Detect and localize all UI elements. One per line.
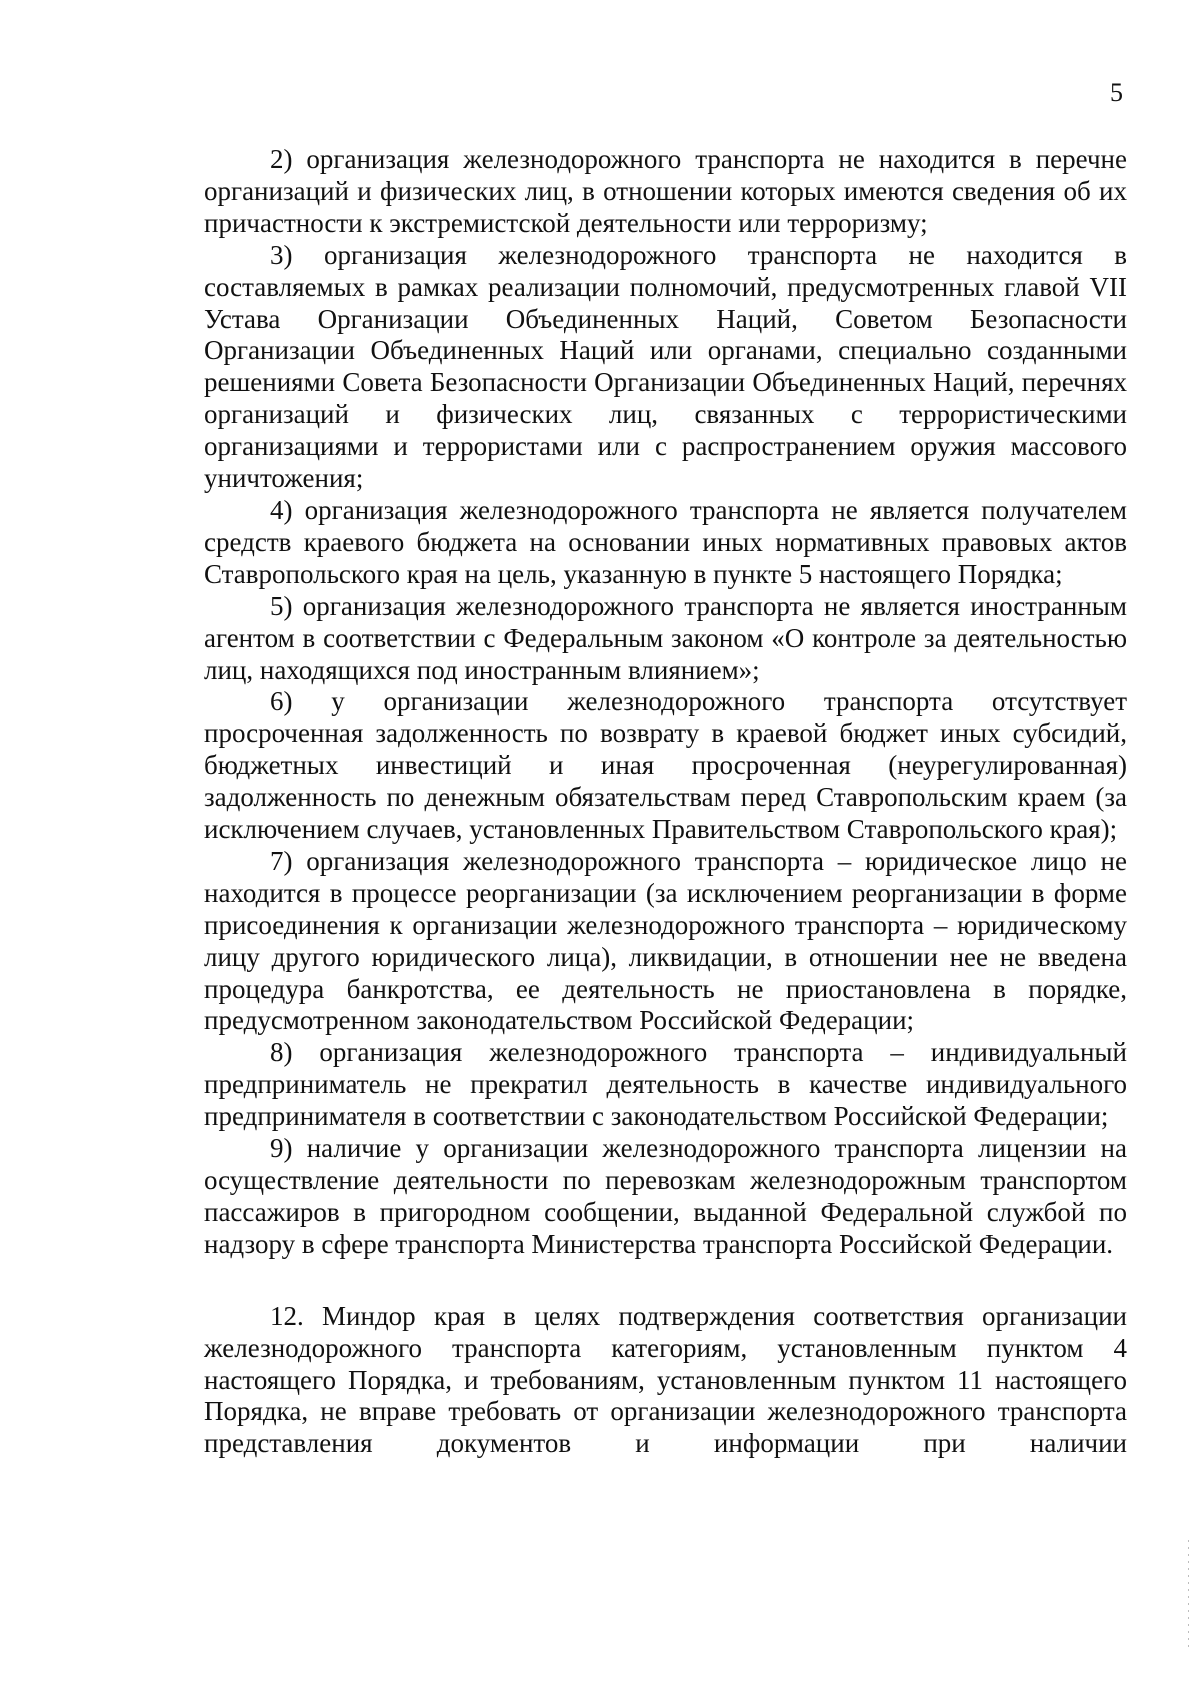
- paragraph-item-9: 9) наличие у организации железнодорожного транспорта лицензии на осуществление деятельности по перевозкам железнодорожным транспортом пассажиров в пригородном сообщении, выданной Федеральной службой по надзору в сфере транспорта Министерства транспорта Российской Федерации.: [204, 1133, 1127, 1259]
- paragraph-section-12: 12. Миндор края в целях подтверждения соответствия организации железнодорожного транспорта категориям, установленным пунктом 4 настоящего Порядка, и требованиям, установленным пунктом 11 настоящего Порядка, не вправе требовать от организации железнодорожного транспорта представления документов и информации при наличии: [204, 1300, 1127, 1459]
- paragraph-item-6: 6) у организации железнодорожного транспорта отсутствует просроченная задолженность по возврату в краевой бюджет иных субсидий, бюджетных инвестиций и иная просроченная (неурегулированная) задолженность по денежным обязательствам перед Ставропольским краем (за исключением случаев, установленных Правительством Ставропольского края);: [204, 686, 1127, 845]
- scan-edge-mark: [1188, 1540, 1189, 1650]
- paragraph-item-7: 7) организация железнодорожного транспорта – юридическое лицо не находится в процессе реорганизации (за исключением реорганизации в форме присоединения к организации железнодорожного транспорта – юридическому лицу другого юридического лица), ликвидации, в отношении нее не введена процедура банкротства, ее деятельность не приостановлена в порядке, предусмотренном законодательством Российской Федерации;: [204, 845, 1127, 1036]
- paragraph-item-5: 5) организация железнодорожного транспорта не является иностранным агентом в соответствии с Федеральным законом «О контроле за деятельностью лиц, находящихся под иностранным влиянием»;: [204, 590, 1127, 685]
- paragraph-item-2: 2) организация железнодорожного транспорта не находится в перечне организаций и физических лиц, в отношении которых имеются сведения об их причастности к экстремистской деятельности или терроризму;: [204, 144, 1127, 238]
- document-body: [204, 144, 1127, 1460]
- paragraph-item-8: 8) организация железнодорожного транспорта – индивидуальный предприниматель не прекратил деятельность в качестве индивидуального предпринимателя в соответствии с законодательством Российской Федерации;: [204, 1037, 1127, 1132]
- paragraph-item-4: 4) организация железнодорожного транспорта не является получателем средств краевого бюджета на основании иных нормативных правовых актов Ставропольского края на цель, указанную в пункте 5 настоящего Порядка;: [204, 494, 1127, 589]
- page-number: 5: [1110, 78, 1123, 107]
- paragraph-item-3: 3) организация железнодорожного транспорта не находится в составляемых в рамках реализации полномочий, предусмотренных главой VII Устава Организации Объединенных Наций, Советом Безопасности Организации Объединенных Наций или органами, специально созданными решениями Совета Безопасности Организации Объединенных Наций, перечнях организаций и физических лиц, связанных с террористическими организациями и террористами или с распространением оружия массового уничтожения;: [204, 239, 1127, 494]
